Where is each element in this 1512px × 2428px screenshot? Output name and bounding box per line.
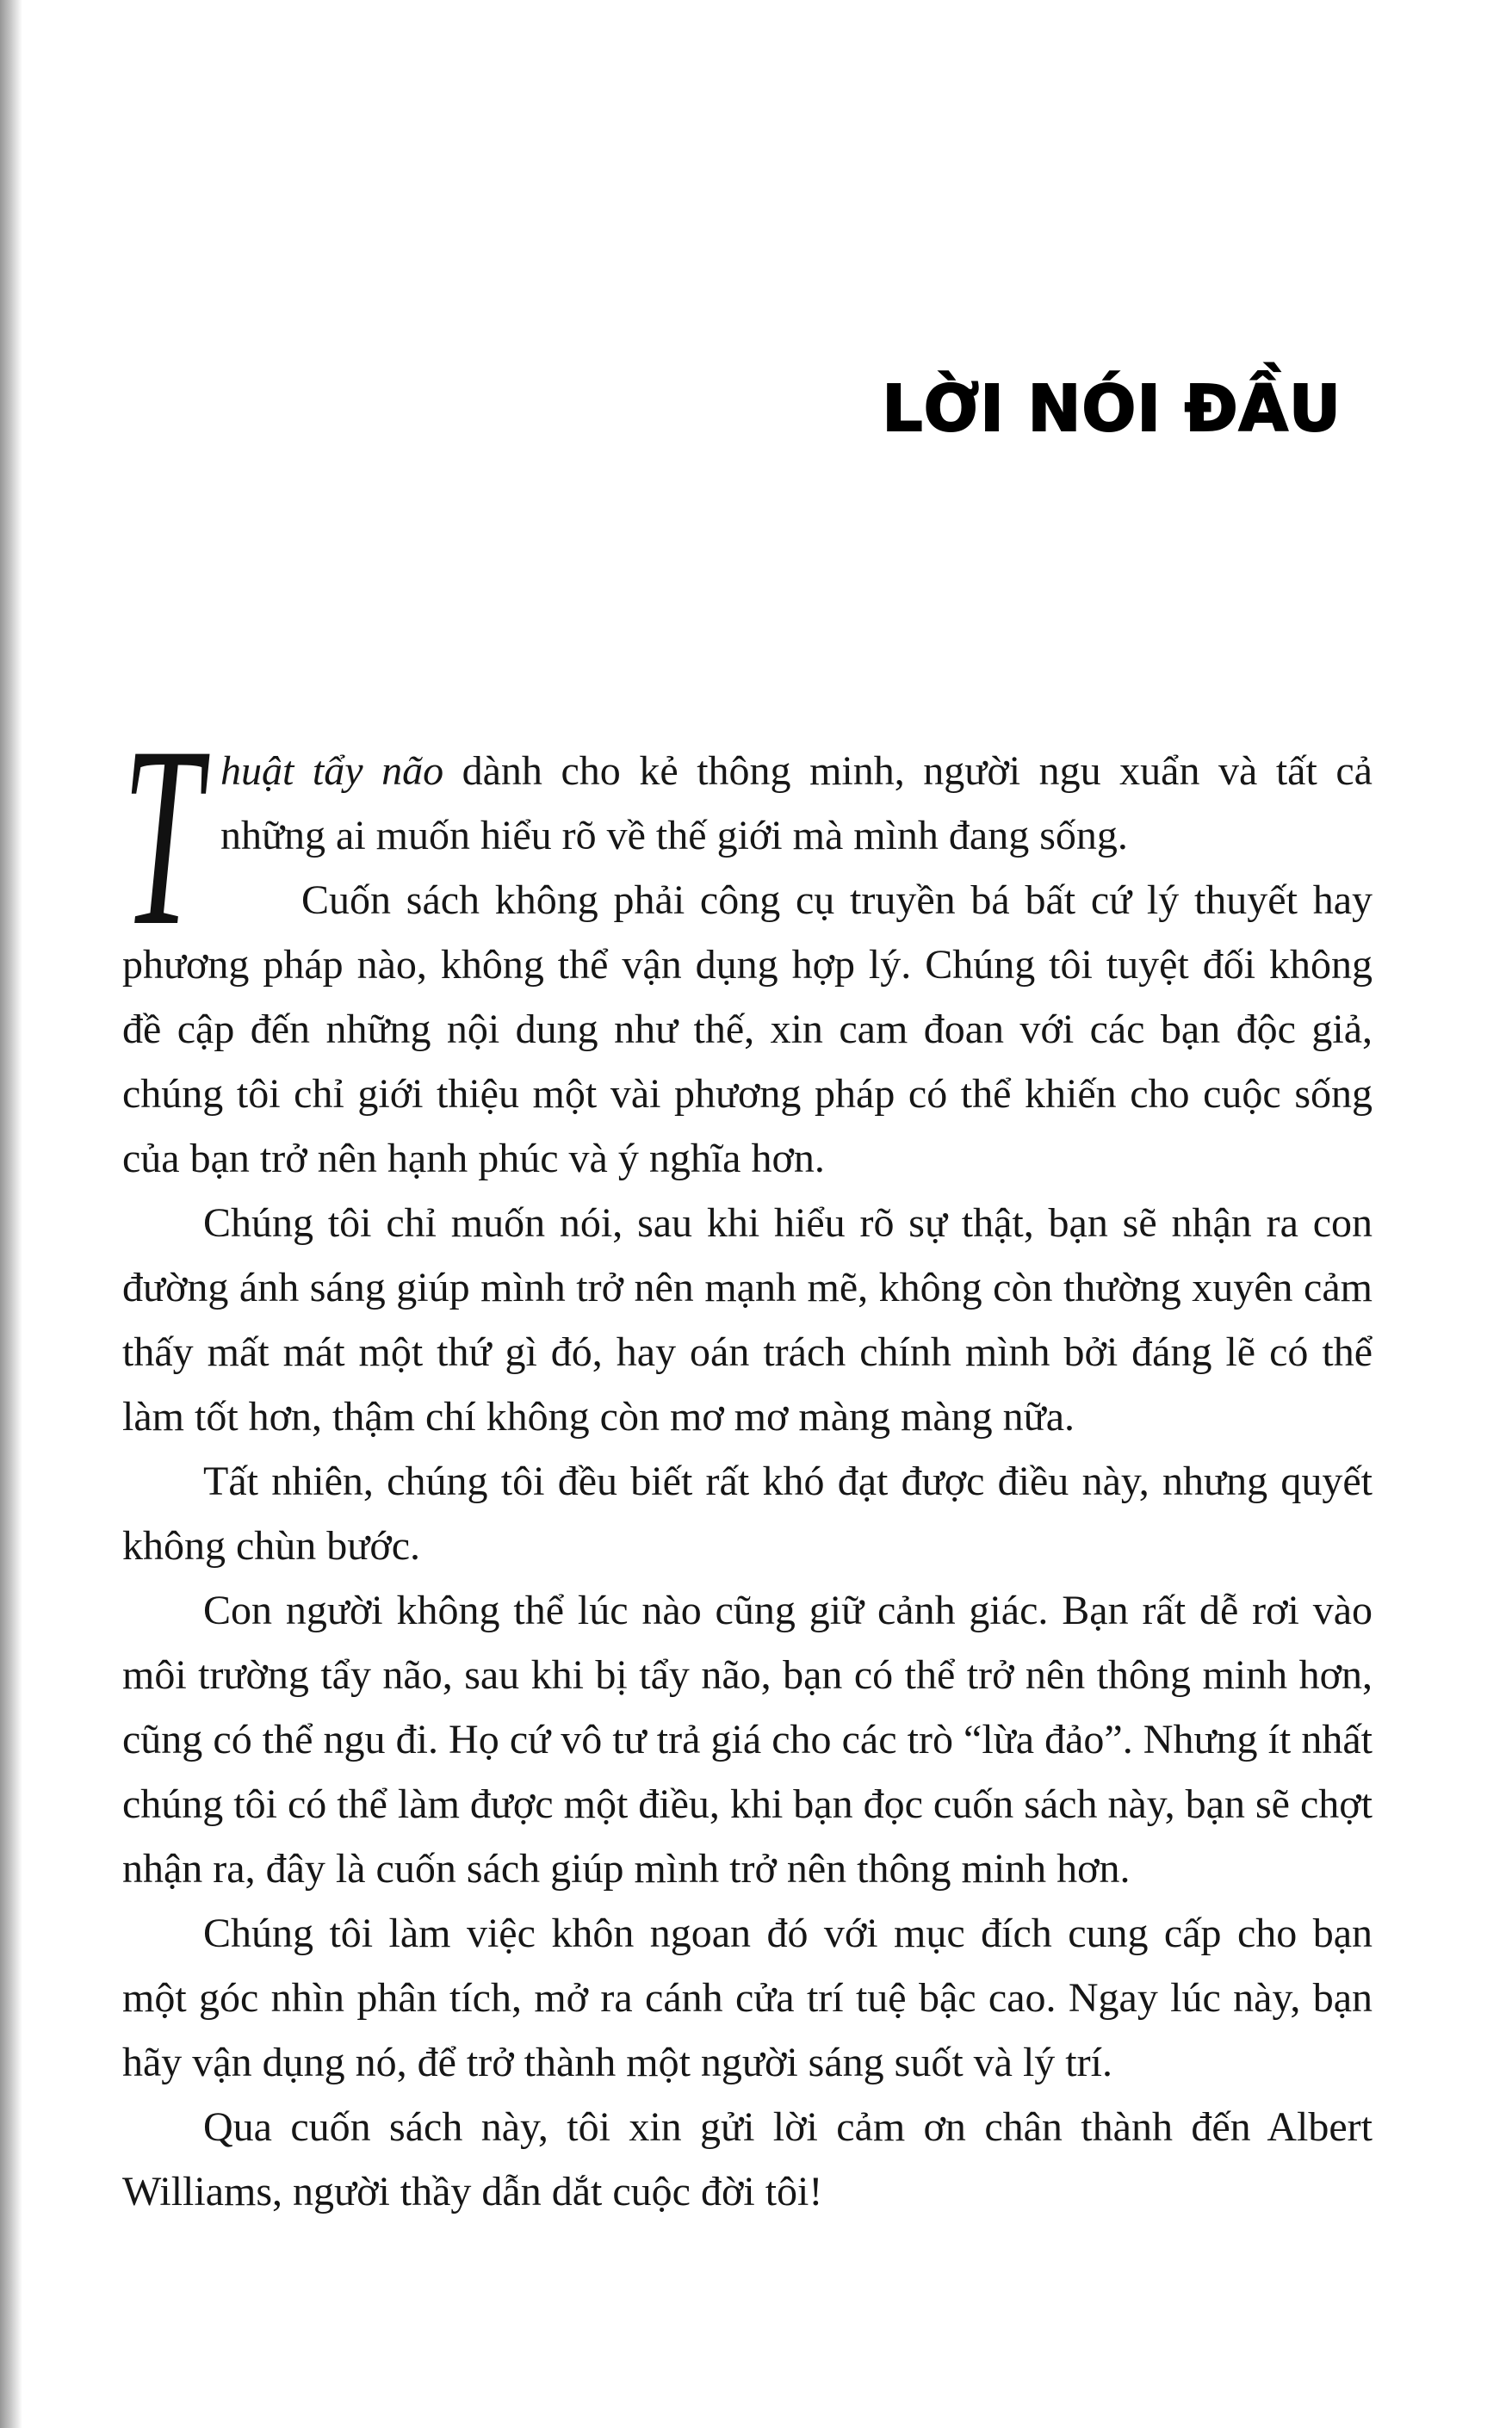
paragraph-4: Tất nhiên, chúng tôi đều biết rất khó đạt được điều này, nhưng quyết không chùn bước. xyxy=(122,1459,1373,1569)
paragraph-5: Con người không thể lúc nào cũng giữ cảnh giác. Bạn rất dễ rơi vào môi trường tẩy não, sau khi bị tẩy não, bạn có thể trở nên thông minh hơn, cũng có thể ngu đi. Họ cứ vô tư trả giá cho các trò “lừa đảo”. Nhưng ít nhất chúng tôi có thể làm được một điều, khi bạn đọc cuốn sách này, bạn sẽ chợt nhận ra, đây là cuốn sách giúp mình trở nên thông minh hơn. xyxy=(122,1588,1373,1892)
dropcap-glyph: T xyxy=(122,693,201,979)
paragraph-2: Cuốn sách không phải công cụ truyền bá bất cứ lý thuyết hay phương pháp nào, không thể vận dụng hợp lý. Chúng tôi tuyệt đối không đề cập đến những nội dung như thế, xin cam đoan với các bạn độc giả, chúng tôi chỉ giới thiệu một vài phương pháp có thể khiến cho cuộc sống của bạn trở nên hạnh phúc và ý nghĩa hơn. xyxy=(122,877,1373,1181)
book-title-italic: huật tẩy não xyxy=(220,748,444,794)
dropcap-letter xyxy=(122,693,201,979)
paragraph-7: Qua cuốn sách này, tôi xin gửi lời cảm ơn chân thành đến Albert Williams, người thầy dẫn dắt cuộc đời tôi! xyxy=(122,2104,1373,2214)
scan-edge-shadow xyxy=(0,0,22,2428)
body-text-block xyxy=(122,693,1373,2224)
paragraph-6: Chúng tôi làm việc khôn ngoan đó với mục đích cung cấp cho bạn một góc nhìn phân tích, mở ra cánh cửa trí tuệ bậc cao. Ngay lúc này, bạn hãy vận dụng nó, để trở thành một người sáng suốt và lý trí. xyxy=(122,1911,1373,2085)
paragraph-3: Chúng tôi chỉ muốn nói, sau khi hiểu rõ sự thật, bạn sẽ nhận ra con đường ánh sáng giúp mình trở nên mạnh mẽ, không còn thường xuyên cảm thấy mất mát một thứ gì đó, hay oán trách chính mình bởi đáng lẽ có thể làm tốt hơn, thậm chí không còn mơ mơ màng màng nữa. xyxy=(122,1200,1373,1440)
paragraph-1 xyxy=(122,693,1373,979)
chapter-title: LỜI NÓI ĐẦU xyxy=(882,372,1342,446)
paragraph-1-text: dành cho kẻ thông minh, người ngu xuẩn và tất cả những ai muốn hiểu rõ về thế giới mà mình đang sống. xyxy=(220,748,1373,858)
